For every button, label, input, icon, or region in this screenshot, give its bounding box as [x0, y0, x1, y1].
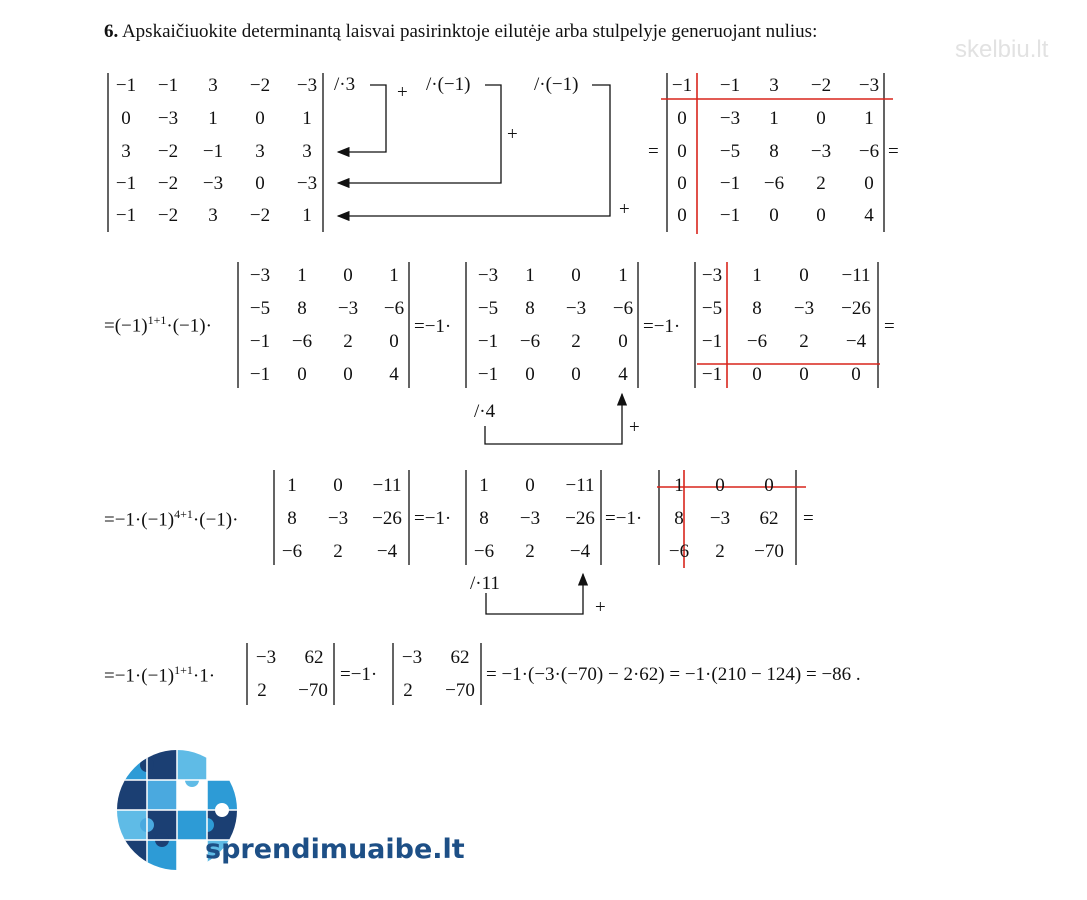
- cell: 4: [389, 364, 399, 385]
- cell: −26: [565, 508, 595, 529]
- cell: −1: [477, 364, 499, 385]
- cell: 2: [799, 331, 809, 352]
- cell: −4: [569, 541, 591, 562]
- cell: 4: [618, 364, 628, 385]
- pivot-factor: ·1·: [192, 665, 216, 687]
- cell: −5: [249, 298, 271, 319]
- cell: −2: [810, 75, 832, 96]
- op-multiply-11: /·11: [470, 573, 500, 594]
- cell: 0: [343, 265, 353, 286]
- cell: 3: [121, 141, 131, 162]
- cell: −1: [115, 173, 137, 194]
- cell: 2: [525, 541, 535, 562]
- expansion-prefix: [104, 313, 212, 337]
- cell: 3: [208, 75, 218, 96]
- cell: −11: [565, 475, 595, 496]
- op-plus: +: [629, 417, 640, 438]
- cell: −3: [858, 75, 880, 96]
- cell: −3: [719, 108, 741, 129]
- cell: −3: [157, 108, 179, 129]
- cell: −70: [298, 680, 328, 701]
- cell: −6: [291, 331, 313, 352]
- cell: −6: [763, 173, 785, 194]
- cell: −6: [858, 141, 880, 162]
- cell: −3: [202, 173, 224, 194]
- cell: −4: [845, 331, 867, 352]
- cell: −5: [477, 298, 499, 319]
- cell: −2: [157, 141, 179, 162]
- cell: −1: [249, 331, 271, 352]
- cell: 3: [255, 141, 265, 162]
- cell: −1: [719, 173, 741, 194]
- cell: −6: [746, 331, 768, 352]
- cell: −1: [671, 75, 693, 96]
- cell: 0: [816, 205, 826, 226]
- cell: 0: [799, 364, 809, 385]
- cell: −70: [445, 680, 475, 701]
- op-multiply-neg1: /·(−1): [426, 74, 471, 95]
- cell: 1: [389, 265, 399, 286]
- cell: −3: [401, 647, 423, 668]
- cell: 0: [752, 364, 762, 385]
- cell: −1: [477, 331, 499, 352]
- cell: 0: [343, 364, 353, 385]
- cell: −26: [372, 508, 402, 529]
- cell: −26: [841, 298, 871, 319]
- cell: −2: [157, 205, 179, 226]
- op-multiply-neg1: /·(−1): [534, 74, 579, 95]
- cell: −1: [157, 75, 179, 96]
- cell: −1: [202, 141, 224, 162]
- factor-neg1: =−1·: [414, 508, 452, 529]
- equals: =: [888, 141, 899, 162]
- cell: 62: [759, 508, 779, 529]
- cell: 0: [618, 331, 628, 352]
- cell: −3: [519, 508, 541, 529]
- cell: −3: [701, 265, 723, 286]
- cell: −2: [249, 205, 271, 226]
- cell: −3: [327, 508, 349, 529]
- cell: 2: [403, 680, 413, 701]
- pivot-factor: ·(−1)·: [192, 509, 239, 531]
- cell: 0: [851, 364, 861, 385]
- cell: 62: [450, 647, 470, 668]
- cell: 2: [333, 541, 343, 562]
- cell: 2: [571, 331, 581, 352]
- cell: 0: [333, 475, 343, 496]
- cell: −3: [477, 265, 499, 286]
- cell: −1: [719, 205, 741, 226]
- cell: 0: [571, 364, 581, 385]
- equals: =: [648, 141, 659, 162]
- equals: =: [884, 316, 895, 337]
- cell: 62: [304, 647, 324, 668]
- cell: 0: [525, 475, 535, 496]
- cell: −6: [612, 298, 634, 319]
- cell: 8: [752, 298, 762, 319]
- cell: 0: [715, 475, 725, 496]
- sign-factor: =(−1): [104, 315, 148, 337]
- cell: 0: [255, 173, 265, 194]
- cell: 1: [479, 475, 489, 496]
- cell: 1: [864, 108, 874, 129]
- cell: 1: [287, 475, 297, 496]
- op-multiply-3: /·3: [334, 74, 356, 95]
- cell: 0: [255, 108, 265, 129]
- cell: 0: [677, 108, 687, 129]
- op-plus: +: [595, 597, 606, 618]
- sign-factor: =−1·(−1): [104, 509, 175, 531]
- cell: −3: [810, 141, 832, 162]
- cell: −3: [255, 647, 277, 668]
- cell: 8: [297, 298, 307, 319]
- expansion-prefix: [104, 663, 215, 687]
- cell: −6: [383, 298, 405, 319]
- expansion-prefix: [104, 507, 238, 531]
- cell: 8: [674, 508, 684, 529]
- cell: −3: [565, 298, 587, 319]
- cell: 8: [769, 141, 779, 162]
- cell: 3: [769, 75, 779, 96]
- cell: −2: [157, 173, 179, 194]
- cell: 8: [287, 508, 297, 529]
- cell: −5: [701, 298, 723, 319]
- cell: −1: [249, 364, 271, 385]
- problem-text: Apskaičiuokite determinantą laisvai pasirinktoje eilutėje arba stulpelyje generuojant nulius:: [118, 21, 818, 42]
- op-multiply-4: /·4: [474, 401, 496, 422]
- cell: 0: [769, 205, 779, 226]
- watermark: skelbiu.lt: [955, 36, 1049, 63]
- cell: −1: [719, 75, 741, 96]
- pivot-factor: ·(−1)·: [166, 315, 212, 337]
- cell: 0: [525, 364, 535, 385]
- cell: 0: [677, 141, 687, 162]
- cell: −3: [337, 298, 359, 319]
- exponent: 4+1: [174, 507, 193, 521]
- cell: 3: [208, 205, 218, 226]
- cell: 0: [799, 265, 809, 286]
- cell: 2: [715, 541, 725, 562]
- op-plus: +: [397, 82, 408, 103]
- cell: 0: [816, 108, 826, 129]
- factor-neg1: =−1·: [414, 316, 452, 337]
- sign-factor: =−1·(−1): [104, 665, 175, 687]
- cell: 0: [297, 364, 307, 385]
- cell: 1: [302, 108, 312, 129]
- cell: 2: [816, 173, 826, 194]
- cell: 1: [302, 205, 312, 226]
- cell: −1: [115, 205, 137, 226]
- cell: −70: [754, 541, 784, 562]
- cell: −3: [249, 265, 271, 286]
- op-plus: +: [619, 199, 630, 220]
- cell: −6: [668, 541, 690, 562]
- problem-number: 6.: [104, 21, 119, 42]
- op-plus: +: [507, 124, 518, 145]
- final-computation: = −1·(−3·(−70) − 2·62) = −1·(210 − 124) = −86 .: [486, 664, 861, 685]
- cell: −11: [841, 265, 871, 286]
- cell: −6: [281, 541, 303, 562]
- exponent: 1+1: [174, 663, 193, 677]
- cell: 1: [525, 265, 535, 286]
- cell: −3: [793, 298, 815, 319]
- cell: 1: [208, 108, 218, 129]
- cell: 1: [297, 265, 307, 286]
- cell: −3: [296, 173, 318, 194]
- cell: −11: [372, 475, 402, 496]
- factor-neg1: =−1·: [340, 664, 378, 685]
- cell: 2: [257, 680, 267, 701]
- exponent: 1+1: [147, 313, 167, 327]
- cell: 0: [389, 331, 399, 352]
- factor-neg1: =−1·: [605, 508, 643, 529]
- cell: −5: [719, 141, 741, 162]
- cell: 0: [864, 173, 874, 194]
- cell: −4: [376, 541, 398, 562]
- cell: 3: [302, 141, 312, 162]
- cell: 0: [571, 265, 581, 286]
- cell: 8: [479, 508, 489, 529]
- cell: −1: [701, 331, 723, 352]
- cell: 4: [864, 205, 874, 226]
- cell: −2: [249, 75, 271, 96]
- cell: 0: [121, 108, 131, 129]
- cell: −1: [115, 75, 137, 96]
- cell: 1: [752, 265, 762, 286]
- logo-text: sprendimuaibe.lt: [205, 834, 465, 865]
- cell: −3: [296, 75, 318, 96]
- cell: 1: [618, 265, 628, 286]
- cell: −6: [519, 331, 541, 352]
- cell: 1: [769, 108, 779, 129]
- cell: 0: [677, 205, 687, 226]
- cell: 2: [343, 331, 353, 352]
- factor-neg1: =−1·: [643, 316, 681, 337]
- cell: −6: [473, 541, 495, 562]
- cell: −3: [709, 508, 731, 529]
- cell: 0: [677, 173, 687, 194]
- cell: 0: [764, 475, 774, 496]
- cell: 1: [674, 475, 684, 496]
- equals: =: [803, 508, 814, 529]
- cell: −1: [701, 364, 723, 385]
- cell: 8: [525, 298, 535, 319]
